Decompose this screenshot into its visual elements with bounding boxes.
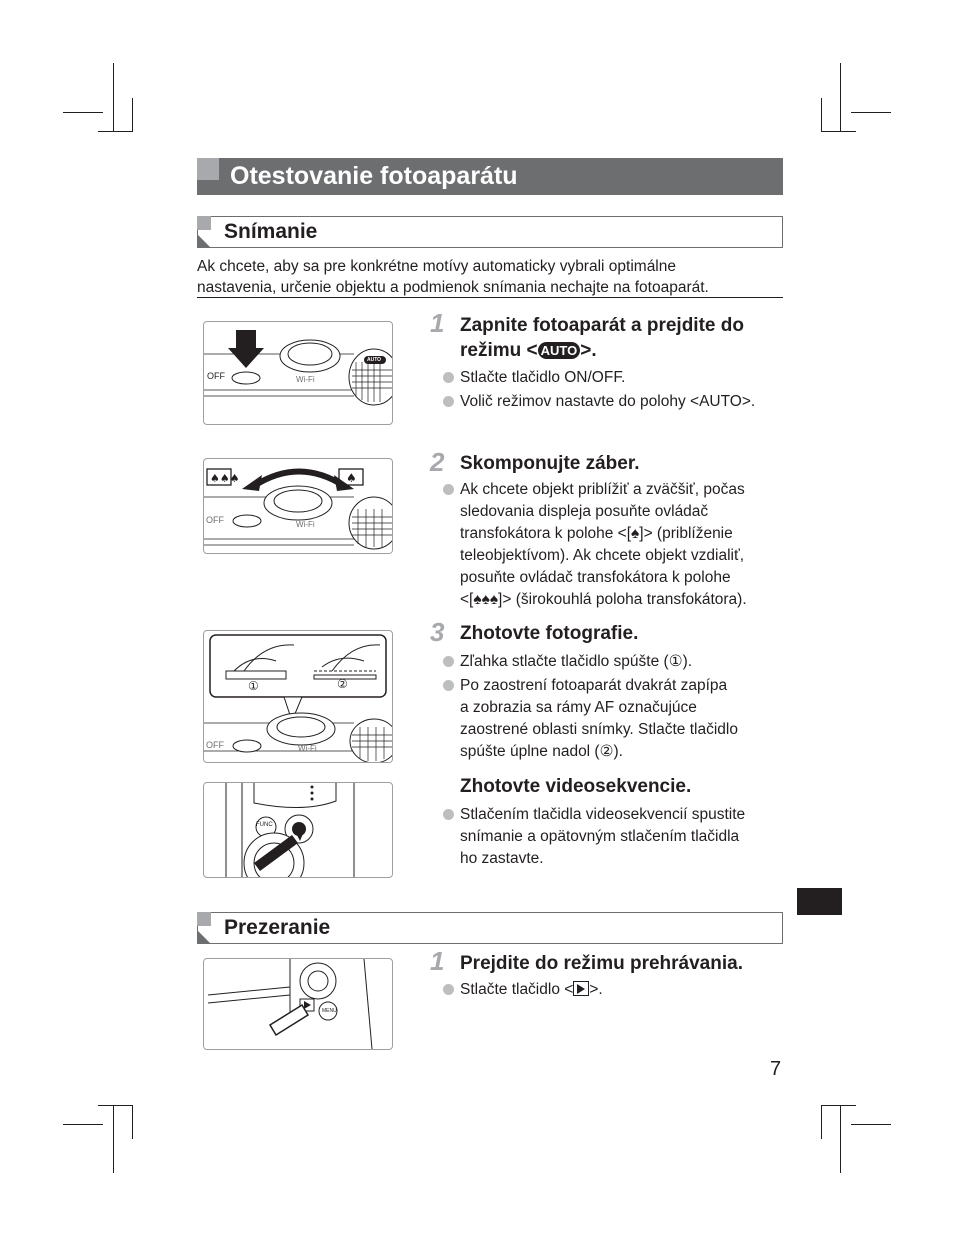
step-number: 3 (430, 617, 445, 647)
bullet-line: teleobjektívom). Ak chcete objekt vzdialiť, (460, 547, 745, 564)
wifi-label: Wi-Fi (296, 375, 315, 384)
bullet-line: sledovania displeja posuňte ovládač (460, 503, 709, 520)
page-title-bar (197, 158, 783, 195)
crop-mark (821, 1105, 822, 1139)
intro-text (197, 256, 787, 298)
off-label: OFF (206, 515, 224, 525)
bullet-line: snímanie a opätovným stlačením tlačidla (460, 828, 740, 845)
wifi-label: Wi-Fi (296, 520, 315, 529)
bullet-line: transfokátora k polohe <[♠]> (priblíženie (460, 525, 733, 542)
page-title: Otestovanie fotoaparátu (230, 162, 518, 190)
section-title: Snímanie (224, 220, 318, 243)
section-corner-mark (197, 234, 211, 248)
bullet-line: a zobrazia sa rámy AF označujúce (460, 699, 697, 716)
illustration-playback (203, 958, 393, 1050)
auto-mode-icon: AUTO (538, 342, 581, 359)
crop-mark (63, 1124, 103, 1125)
bullet-text-part: Stlačte tlačidlo < (460, 981, 574, 998)
crop-mark (113, 1105, 114, 1173)
bullet-line: zaostrené oblasti snímky. Stlačte tlačidlo (460, 721, 738, 738)
bullet-icon (443, 680, 454, 691)
crop-mark (821, 1105, 856, 1106)
step-heading: Skomponujte záber. (460, 453, 640, 474)
step-heading-line (460, 338, 744, 363)
bullet-line: Ak chcete objekt priblížiť a zväčšiť, počas (460, 481, 745, 498)
step-number: 1 (430, 308, 445, 338)
crop-mark (63, 112, 103, 113)
crop-mark (840, 1105, 841, 1173)
bullet-text: Zľahka stlačte tlačidlo spúšte (①). (460, 653, 693, 670)
heading-text: >. (580, 340, 597, 361)
illustration-movie-button (203, 782, 393, 878)
crop-mark (821, 98, 822, 132)
divider (197, 297, 783, 298)
bullet-icon (443, 656, 454, 667)
crop-mark (840, 63, 841, 131)
bullet-line: <[♠♠♠]> (širokouhlá poloha transfokátora). (460, 591, 747, 608)
playback-icon (573, 981, 589, 996)
step-heading-line: Zapnite fotoaparát a prejdite do (460, 315, 744, 336)
bullet-text (460, 479, 790, 611)
section-corner-mark (197, 930, 211, 944)
bullet-icon (443, 484, 454, 495)
illustration-zoom (203, 458, 393, 554)
illustration-power-on (203, 321, 393, 425)
crop-mark (98, 1105, 133, 1106)
crop-mark (132, 1105, 133, 1139)
step-heading: Prejdite do režimu prehrávania. (460, 953, 743, 974)
title-accent-square (197, 158, 219, 180)
section-accent-square (197, 216, 211, 230)
func-label: FUNC (256, 822, 273, 828)
section-header-viewing (197, 912, 783, 944)
bullet-text (460, 804, 790, 870)
full-press-label: ② (337, 677, 348, 691)
section-title: Prezeranie (224, 916, 331, 939)
bullet-icon (443, 396, 454, 407)
svg-text:♠♠♠: ♠♠♠ (210, 472, 240, 485)
bullet-text-part: >. (589, 981, 603, 998)
bullet-text: Stlačte tlačidlo ON/OFF. (460, 369, 626, 386)
page-number: 7 (770, 1058, 782, 1080)
half-press-label: ① (248, 679, 259, 693)
auto-dial-label: AUTO (367, 357, 382, 363)
intro-line: Ak chcete, aby sa pre konkrétne motívy automaticky vybrali optimálne (197, 258, 676, 275)
step-number: 1 (430, 946, 445, 976)
bullet-text: Volič režimov nastavte do polohy <AUTO>. (460, 393, 756, 410)
svg-text:♠: ♠ (346, 471, 357, 485)
bullet-icon (443, 372, 454, 383)
bullet-text (460, 675, 790, 763)
bullet-line: spúšte úplne nadol (②). (460, 743, 623, 760)
chapter-tab (797, 888, 842, 915)
bullet-icon (443, 984, 454, 995)
crop-mark (132, 98, 133, 132)
wifi-label: Wi-Fi (298, 744, 317, 753)
menu-label: MENU (322, 1008, 337, 1014)
bullet-line: ho zastavte. (460, 850, 544, 867)
bullet-text (460, 979, 790, 1001)
step-heading (460, 313, 744, 363)
step-number: 2 (430, 447, 445, 477)
bullet-line: Stlačením tlačidla videosekvencií spustite (460, 806, 746, 823)
heading-text: režimu < (460, 340, 538, 361)
crop-mark (821, 131, 856, 132)
intro-line: nastavenia, určenie objektu a podmienok snímania nechajte na fotoaparát. (197, 279, 709, 296)
section-accent-square (197, 912, 211, 926)
off-label: OFF (206, 740, 224, 750)
crop-mark (98, 131, 133, 132)
illustration-shutter (203, 630, 393, 763)
step-heading: Zhotovte fotografie. (460, 623, 639, 644)
bullet-line: Po zaostrení fotoaparát dvakrát zapípa (460, 677, 728, 694)
section-header-shooting (197, 216, 783, 248)
bullet-line: posuňte ovládač transfokátora k polohe (460, 569, 731, 586)
crop-mark (851, 1124, 891, 1125)
bullet-icon (443, 809, 454, 820)
crop-mark (851, 112, 891, 113)
crop-mark (113, 63, 114, 131)
off-label: OFF (207, 371, 225, 381)
step-heading: Zhotovte videosekvencie. (460, 776, 692, 797)
